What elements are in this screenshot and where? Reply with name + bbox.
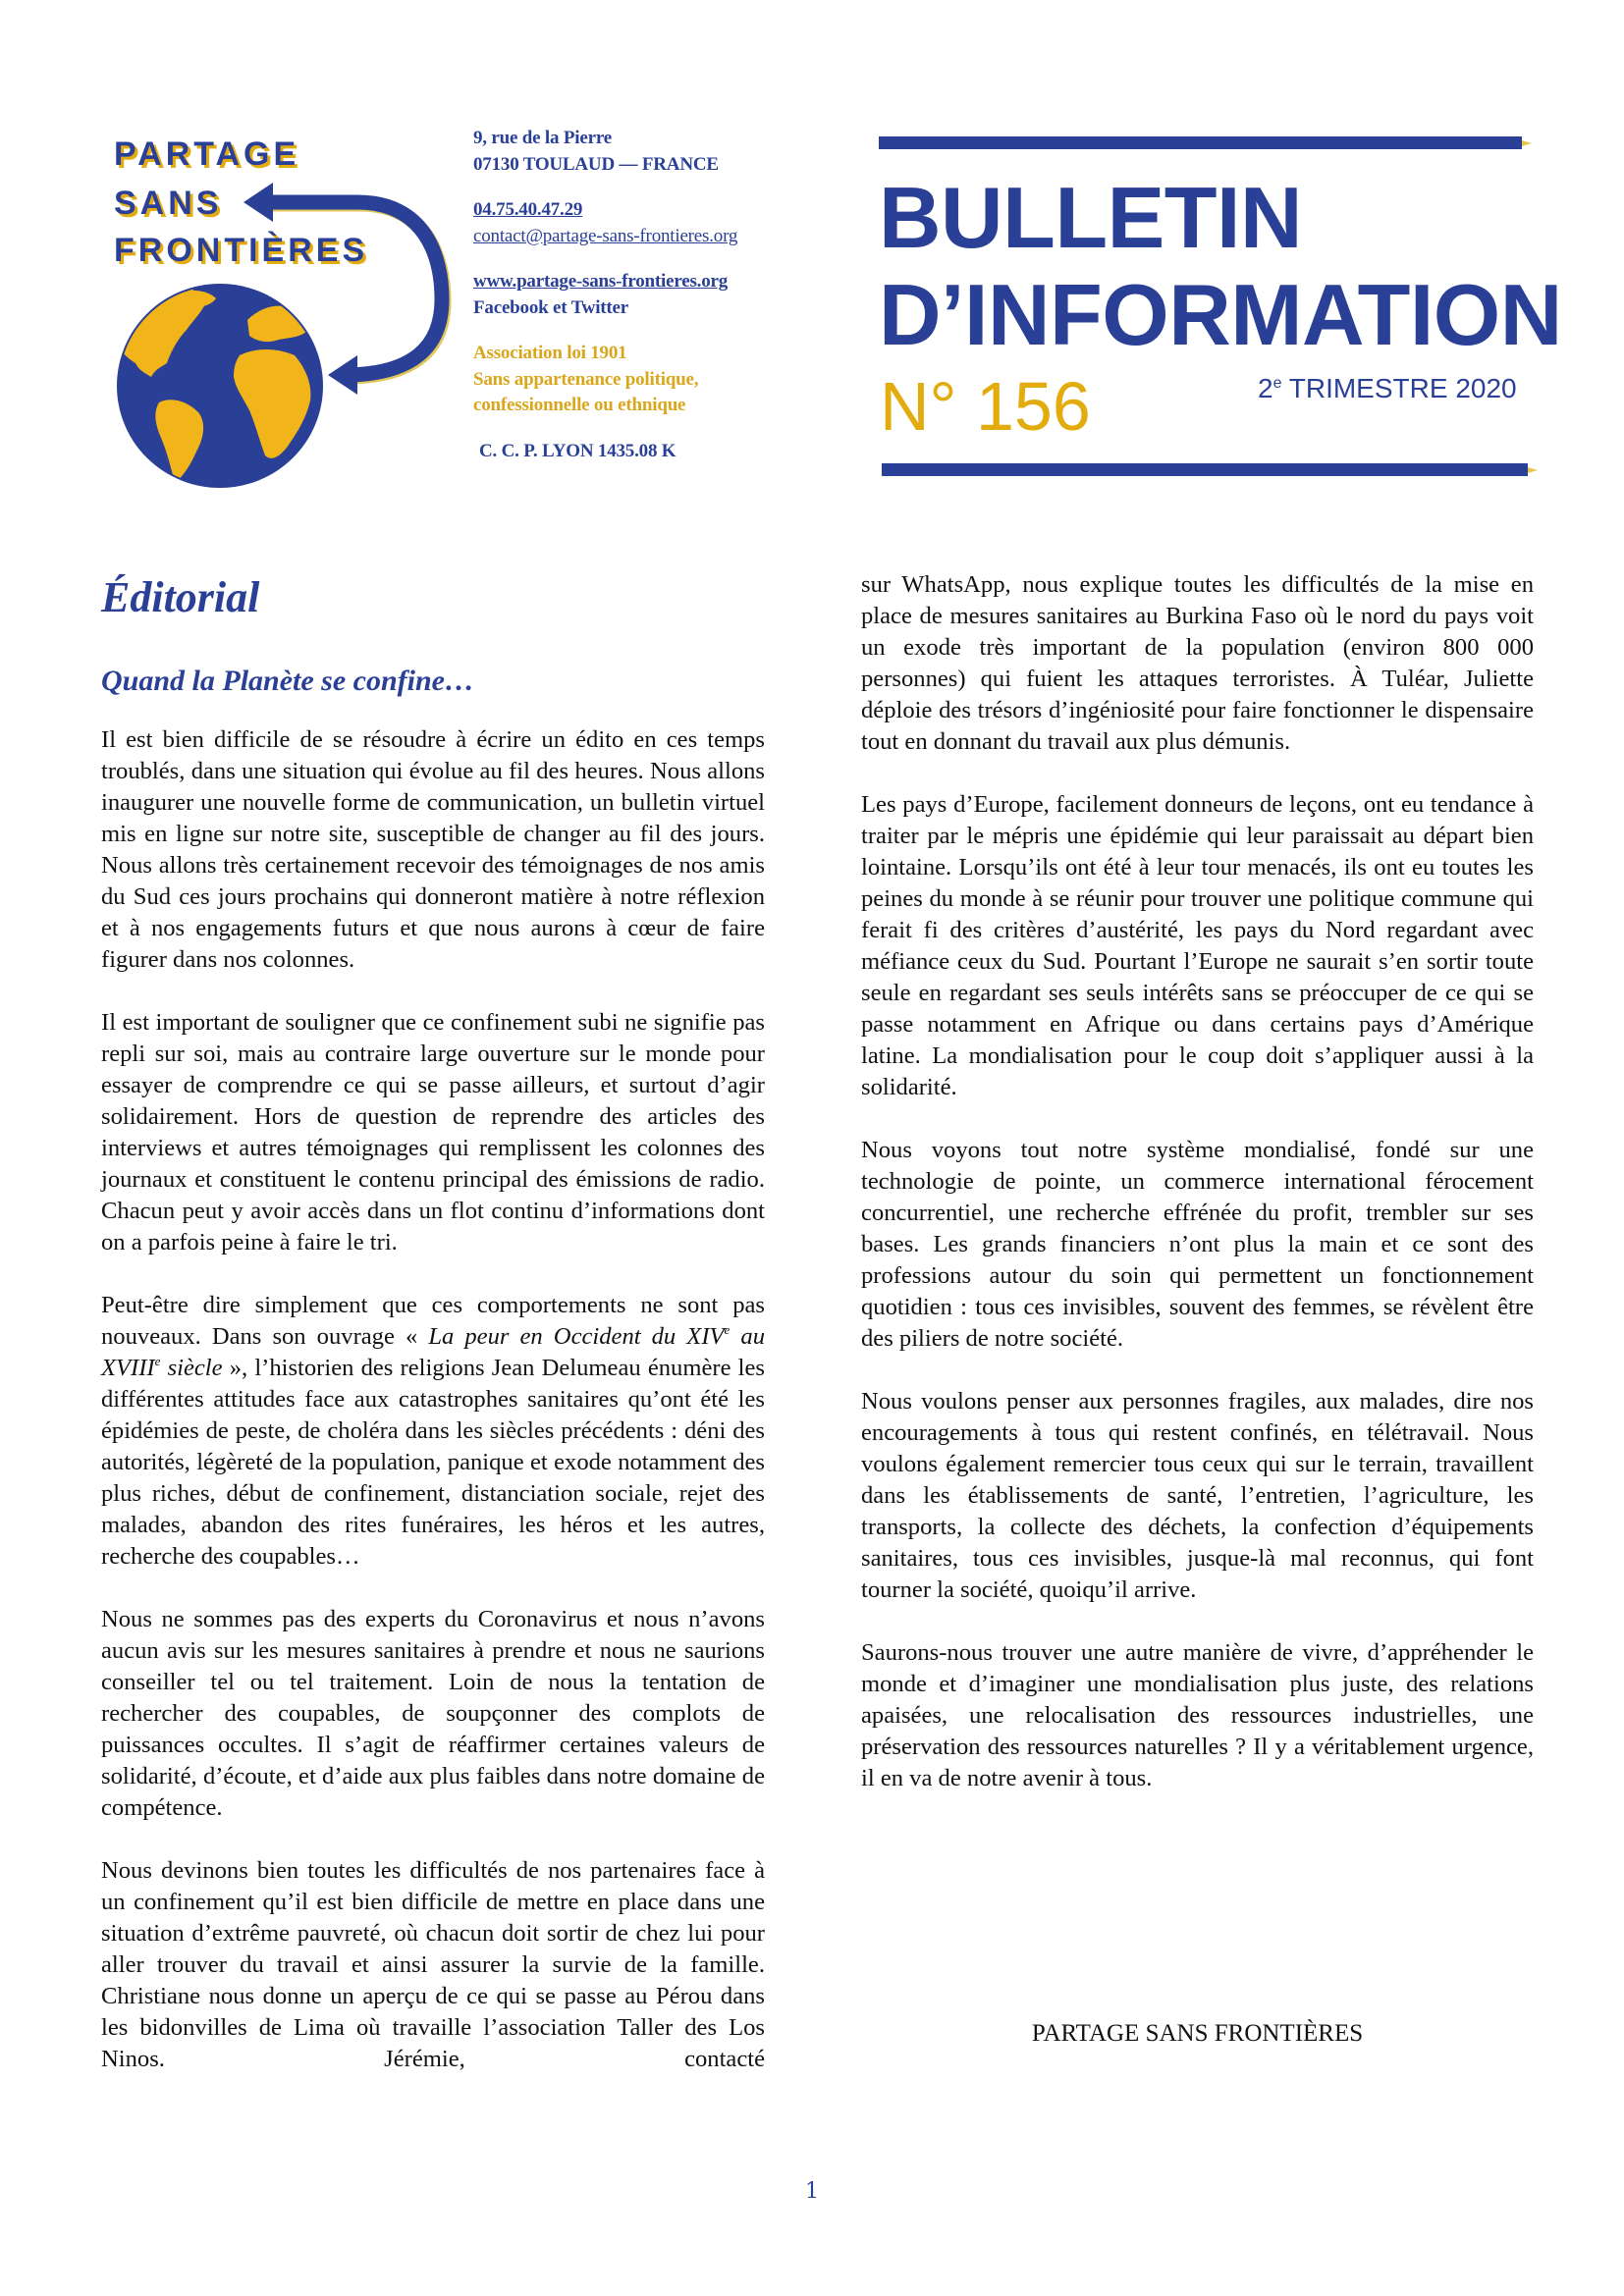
article-column-left — [101, 724, 765, 2107]
address-line-2: 07130 TOULAUD — FRANCE — [473, 153, 719, 175]
superscript: e — [724, 1322, 731, 1337]
arrow-head-right — [328, 355, 357, 395]
paragraph-text: », l’historien des religions Jean Delumeau énumère les différentes attitudes face aux catastrophes sanitaires qu’ont été les épidémies de peste, de choléra dans les siècles précédents : déni des autorités, légèreté de la population, panique et exode notamment des plus riches, début de confinement, distanciation sociale, rejet des malades, abandon des rites funéraires, les héros et les autres, recherche des coupables… — [101, 1355, 765, 1570]
masthead-title-line-1: BULLETIN — [879, 169, 1303, 266]
quarter-suffix: e — [1272, 375, 1282, 392]
paragraph: sur WhatsApp, nous explique toutes les difficultés de la mise en place de mesures sanitaires au Burkina Faso où le nord du pays voit un exode très important de la population (environ 800 000 personnes) qui fuient les attaques terroristes. À Tuléar, Juliette déploie des trésors d’ingéniosité pour faire fonctionner le dispensaire tout en donnant du travail aux plus démunis. — [861, 571, 1534, 755]
paragraph: Nous voulons penser aux personnes fragiles, aux malades, dire nos encouragements à tous qui restent confinés, en télétravail. Nous voulons également remercier tous ceux qui sur le terrain, travaillent dans les établissements de santé, l’entretien, l’agriculture, les transports, la collecte des déchets, la confection d’équipements sanitaires, tous ces invisibles, jusque-là mal reconnus, qui font tourner la société, quoiqu’il arrive. — [861, 1388, 1534, 1603]
address-line-1: 9, rue de la Pierre — [473, 128, 612, 148]
globe-with-arrow-logo-icon — [110, 128, 463, 491]
arrow-head-left — [244, 183, 273, 222]
article-signature: PARTAGE SANS FRONTIÈRES — [1031, 2020, 1364, 2047]
paragraph: Les pays d’Europe, facilement donneurs de leçons, ont eu tendance à traiter par le mépris une épidémie qui leur paraissait au départ bien lointaine. Lorsqu’ils ont été à leur tour menacés, ils ont eu toutes les peines du monde à se réunir pour trouver une politique commune qui ferait fi des critères d’austérité, les pays du Nord regardant avec méfiance ceux du Sud. Pourtant l’Europe ne saurait s’en sortir toute seule en regardant ses seuls intérêts sans se préoccuper de ce qui se passe notamment en Afrique ou dans certains pays d’Amérique latine. La mondialisation pour le coup doit s’appliquer aussi à la solidarité. — [861, 791, 1534, 1100]
quarter-text: TRIMESTRE 2020 — [1281, 373, 1517, 403]
ccp-account: C. C. P. LYON 1435.08 K — [479, 440, 677, 461]
section-heading: Éditorial — [101, 573, 260, 621]
masthead-top-rule — [879, 136, 1522, 149]
paragraph: Il est important de souligner que ce confinement subi ne signifie pas repli sur soi, mais au contraire large ouverture sur le monde pour essayer de comprendre ce qui se passe ailleurs, et surtout d’agir solidairement. Hors de question de reprendre des articles des interviews et autres témoignages qui remplissent les colonnes des journaux et constituent le contenu principal des émissions de radio. Chacun peut y avoir accès dans un flot continu d’informations dont on a parfois peine à faire le tri. — [101, 1009, 765, 1255]
website-link[interactable]: www.partage-sans-frontieres.org — [473, 271, 729, 292]
paragraph: Nous voyons tout notre système mondialisé, fondé sur une technologie de pointe, un commerce international férocement concurrentiel, une recherche effrénée du profit, trembler sur ses bases. Les grands financiers n’ont plus la main et ce sont des professions autour du soin qui permettent un fonctionnement quotidien : tous ces invisibles, souvent des femmes, se révèlent être des piliers de notre société. — [861, 1137, 1534, 1352]
masthead-title-line-2: D’INFORMATION — [879, 266, 1562, 363]
association-line-1: Association loi 1901 — [473, 343, 627, 363]
paragraph: Saurons-nous trouver une autre manière de vivre, d’appréhender le monde et d’imaginer une mondialisation plus juste, des relations apaisées, une relocalisation des ressources industrielles, une préservation des ressources naturelles ? Il y a véritablement urgence, il en va de notre avenir à tous. — [861, 1639, 1534, 1791]
book-title-part: La peur en Occident du XIV — [428, 1323, 725, 1350]
superscript: e — [154, 1354, 161, 1368]
social-text: Facebook et Twitter — [473, 296, 629, 318]
page-number: 1 — [805, 2179, 819, 2204]
phone-link[interactable]: 04.75.40.47.29 — [473, 199, 583, 220]
book-title-part: siècle — [160, 1355, 223, 1381]
organization-logo — [110, 128, 463, 491]
paragraph: Il est bien difficile de se résoudre à écrire un édito en ces temps troublés, dans une situation qui évolue au fil des heures. Nous allons inaugurer une nouvelle forme de communication, un bulletin virtuel mis en ligne sur notre site, susceptible de changer au fil des jours. Nous allons très certainement recevoir des témoignages de nos amis du Sud ces jours prochains qui donneront matière à notre réflexion et à nos engagements futurs et que nous aurons à cœur de faire figurer dans nos colonnes. — [101, 726, 765, 973]
logo-text-line-1: PARTAGE — [114, 135, 300, 173]
email-link[interactable]: contact@partage-sans-frontieres.org — [473, 225, 738, 246]
paragraph — [101, 1290, 765, 1573]
contact-block — [473, 126, 856, 464]
association-line-2: Sans appartenance politique, — [473, 368, 699, 390]
article-column-right — [861, 569, 1534, 1826]
book-title-part: au XVIII — [101, 1323, 765, 1381]
paragraph: Nous ne sommes pas des experts du Coronavirus et nous n’avons aucun avis sur les mesures sanitaires à prendre et nous ne saurions conseiller tel ou tel traitement. Loin de nous la tentation de rechercher des coupables, de soupçonner des complots de puissances occultes. Il s’agit de réaffirmer certaines valeurs de solidarité, d’écoute, et d’aide aux plus faibles dans notre domaine de compétence. — [101, 1606, 765, 1821]
issue-number: N° 156 — [880, 368, 1091, 445]
masthead-bottom-rule — [882, 463, 1528, 476]
logo-text-line-2: SANS — [114, 185, 223, 222]
logo-text-line-3: FRONTIÈRES — [114, 232, 369, 269]
article-title: Quand la Planète se confine… — [101, 665, 474, 697]
paragraph-text: Peut-être dire simplement que ces comportements ne sont pas nouveaux. Dans son ouvrage « — [101, 1292, 765, 1350]
quarter-number: 2 — [1258, 373, 1273, 403]
globe — [118, 283, 322, 487]
issue-quarter — [1258, 374, 1517, 403]
paragraph: Nous devinons bien toutes les difficultés de nos partenaires face à un confinement qu’il est bien difficile de mettre en place dans une situation d’extrême pauvreté, où chacun doit sortir de chez lui pour aller trouver du travail et ainsi assurer la survie de la famille. Christiane nous donne un aperçu de ce qui se passe au Pérou dans les bidonvilles de Lima où travaille l’association Taller des Los Ninos. Jérémie, contacté — [101, 1857, 765, 2072]
association-line-3: confessionnelle ou ethnique — [473, 395, 686, 415]
